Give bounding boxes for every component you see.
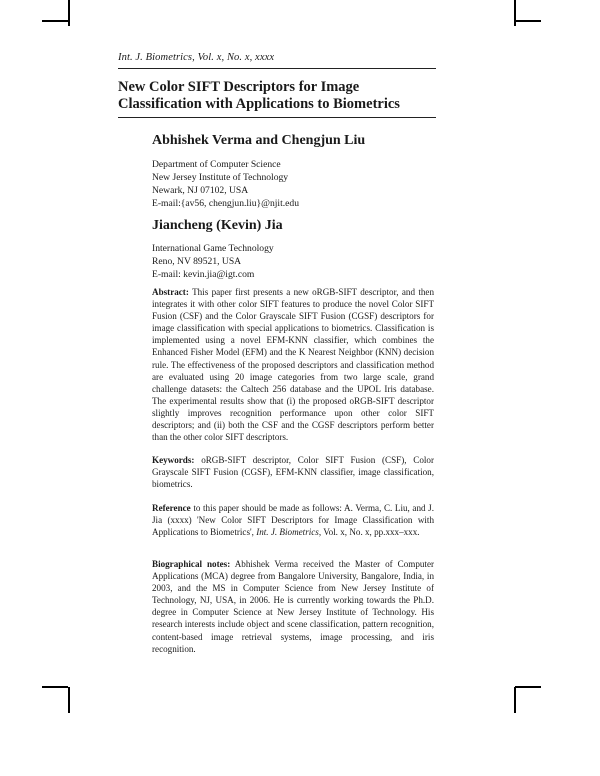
title-line: Classification with Applications to Biometrics (118, 96, 400, 112)
affiliation-line: Department of Computer Science (152, 159, 281, 170)
crop-mark-bottom-left (68, 687, 70, 713)
abstract-label: Abstract: (152, 287, 189, 297)
keywords-label: Keywords: (152, 455, 195, 465)
abstract-text: This paper first presents a new oRGB-SIFT descriptor, and then integrates it with other color SIFT features to produce the novel Color SIFT Fusion (CSF) and the Color Grayscale SIFT Fusion (CGSF) descriptors for image classification with special applications to biometrics. Classification is implemented using a novel EFM-KNN classifier, which combines the Enhanced Fisher Model (EFM) and the K Nearest Neighbor (KNN) decision rule. The effectiveness of the proposed descriptors and classification method are evaluated using 20 image categories from two large scale, grand challenge datasets: the Caltech 256 database and the UPOL Iris database. The experimental results show that (i) the proposed oRGB-SIFT descriptor slightly improves recognition performance upon other color SIFT descriptors; and (ii) both the CSF and the CGSF descriptors perform better than the other color SIFT descriptors. (152, 287, 435, 443)
crop-mark-bottom-right (514, 687, 516, 713)
crop-mark-top-left (42, 20, 68, 22)
journal-header: Int. J. Biometrics, Vol. x, No. x, xxxx (118, 52, 275, 63)
crop-mark-bottom-left (42, 686, 68, 688)
abstract (152, 286, 434, 443)
title-rule (118, 117, 436, 118)
header-rule (118, 68, 436, 69)
reference-label: Reference (152, 503, 191, 513)
title-line: New Color SIFT Descriptors for Image (118, 79, 360, 95)
keywords (152, 454, 434, 490)
keywords-text: oRGB-SIFT descriptor, Color SIFT Fusion (CSF), Color Grayscale SIFT Fusion (CGSF), EFM-KNN classifier, image classification, biometrics. (152, 455, 434, 490)
crop-mark-top-left (68, 0, 70, 26)
reference-text-end: Vol. x, No. x, pp.xxx–xxx. (323, 527, 420, 538)
crop-mark-top-right (514, 0, 516, 26)
reference-text: to this paper should be made as follows: A. Verma, C. Liu, and J. Jia (xxxx) 'New Color SIFT Descriptors for Image Classification with Applications to Biometrics', (152, 503, 434, 538)
author-names: Abhishek Verma and Chengjun Liu (152, 133, 366, 148)
paper-title (118, 79, 448, 113)
affiliation-line: New Jersey Institute of Technology (152, 172, 289, 183)
reference-journal: Int. J. Biometrics, (256, 527, 322, 538)
crop-mark-bottom-right (515, 686, 541, 688)
affiliation-email: E-mail: kevin.jia@igt.com (152, 269, 255, 280)
bio-label: Biographical notes: (152, 559, 231, 569)
affiliation-line: Reno, NV 89521, USA (152, 256, 242, 267)
crop-mark-top-right (515, 20, 541, 22)
affiliation-line: Newark, NJ 07102, USA (152, 185, 249, 196)
reference (152, 502, 434, 538)
author-affiliation (152, 242, 274, 281)
affiliation-line: International Game Technology (152, 243, 274, 254)
author-names: Jiancheng (Kevin) Jia (152, 218, 283, 233)
affiliation-email: E-mail:{av56, chengjun.liu}@njit.edu (152, 198, 299, 209)
bio-text: Abhishek Verma received the Master of Computer Applications (MCA) degree from Bangalore University, Bangalore, India, in 2003, and the MS in Computer Science from New Jersey Institute of Technology, NJ, USA, in 2006. He is currently working towards the Ph.D. degree in Computer Science at New Jersey Institute of Technology. His research interests include object and scene classification, pattern recognition, content-based image retrieval systems, image processing, and iris recognition. (152, 559, 435, 654)
author-affiliation (152, 158, 299, 210)
biographical-notes (152, 558, 434, 655)
